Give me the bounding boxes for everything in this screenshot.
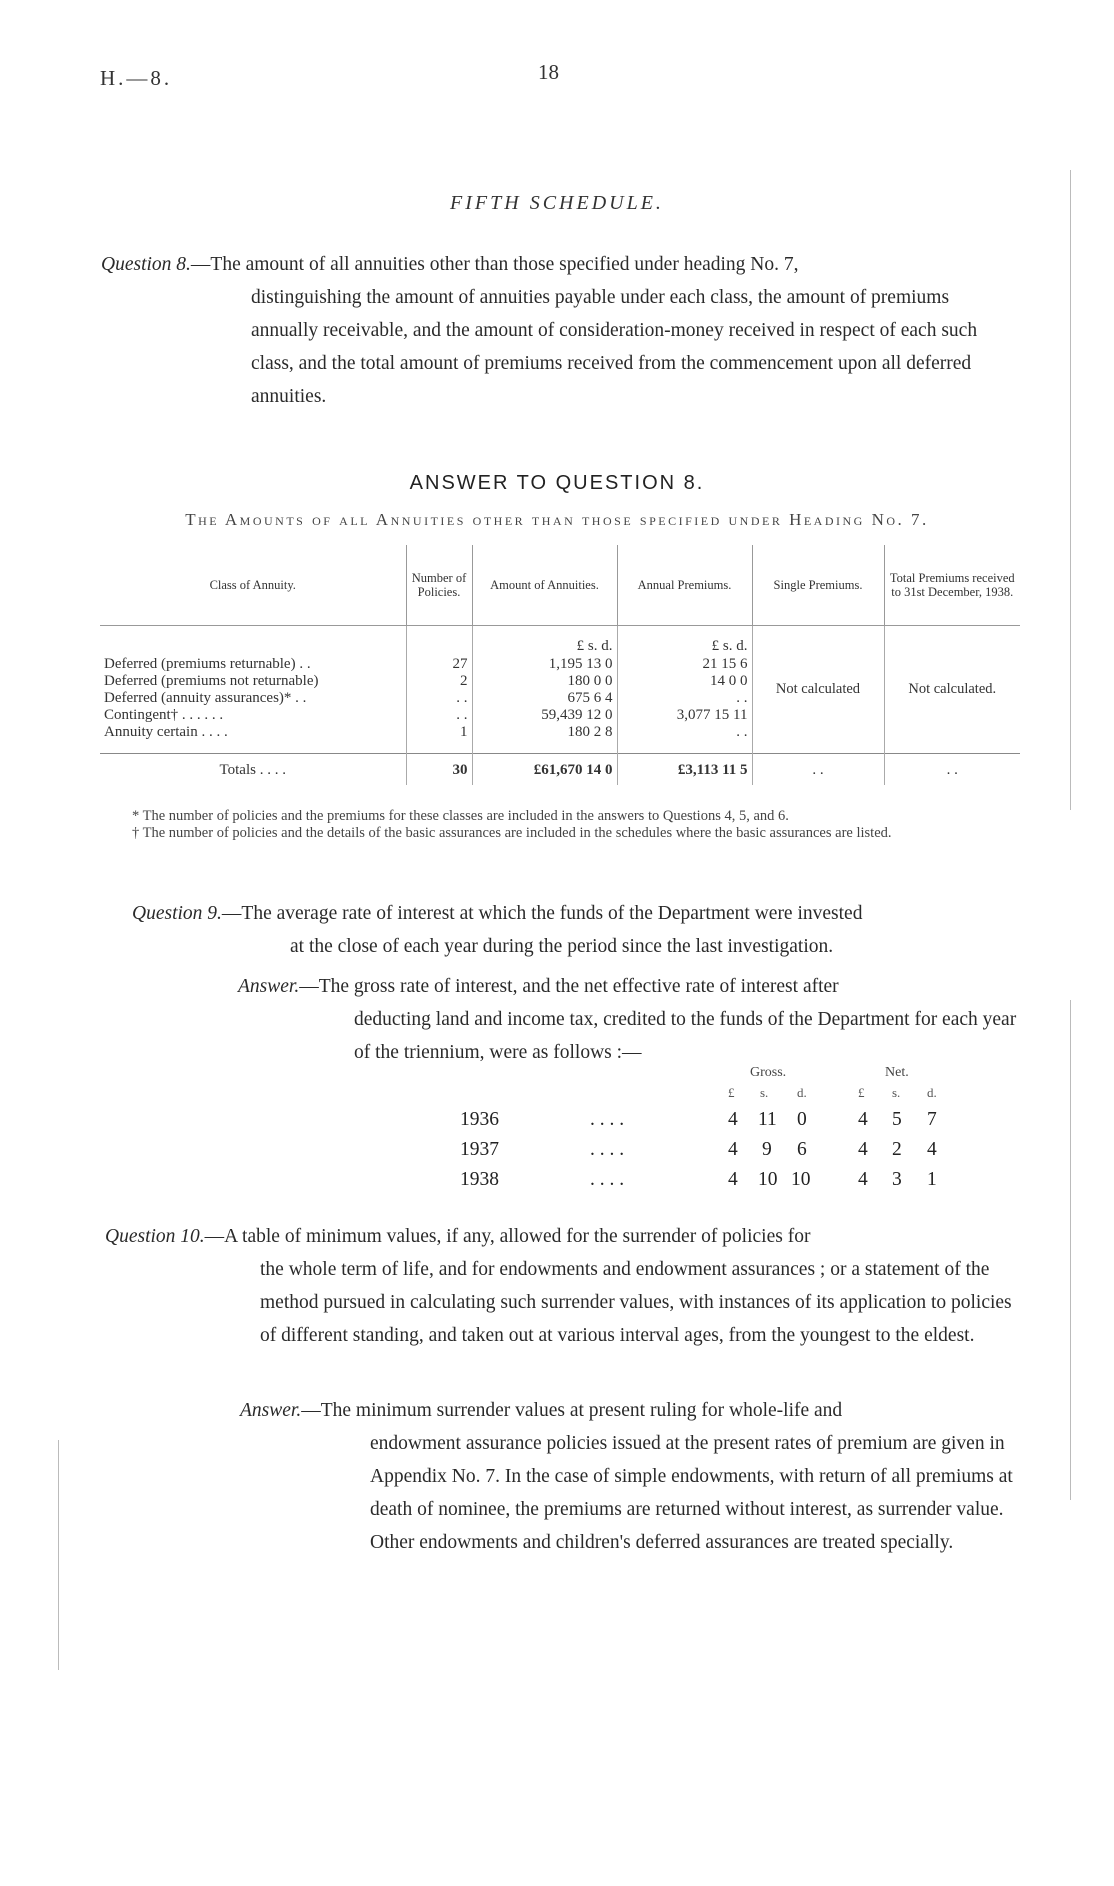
rate-dots: . . . .: [590, 1169, 625, 1190]
gross-pounds: 4: [728, 1139, 738, 1160]
single-premiums-note: Not calculated: [752, 626, 884, 754]
total-premiums-note: Not calculated.: [884, 626, 1020, 754]
question-label: Question 10.: [105, 1226, 205, 1247]
question-label: Question 9.: [132, 903, 222, 924]
gross-pounds: 4: [728, 1169, 738, 1190]
net-pounds: 4: [858, 1169, 868, 1190]
footnote: † The number of policies and the details of the basic assurances are included in the schedules where the basic assurances are listed.: [132, 825, 892, 841]
unit-shilling: s.: [892, 1085, 901, 1100]
question-text-rest: the whole term of life, and for endowments and endowment assurances ; or a statement of the method pursued in calculating such surrender values, with instances of its application to policies of different standing, and taken out at various interval ages, from the youngest to the eldest.: [260, 1259, 1012, 1346]
unit-annual: £ s. d.: [617, 626, 752, 657]
question-8: [101, 248, 1016, 413]
answer-label: Answer.: [240, 1400, 302, 1421]
rate-year: 1936: [460, 1109, 499, 1130]
answer-9: [238, 970, 1028, 1069]
page-number: 18: [538, 60, 559, 84]
totals-amount: £61,670 14 0: [472, 754, 617, 786]
unit-row: [100, 626, 1020, 657]
row-class: Annuity certain . . . .: [104, 724, 228, 740]
totals-row: [100, 754, 1020, 786]
row-annual: 14 0 0: [617, 673, 752, 690]
net-shillings: 2: [892, 1139, 902, 1160]
question-text-line1: —The average rate of interest at which the funds of the Department were invested: [221, 903, 863, 924]
row-number: . .: [406, 690, 472, 707]
page-edge-line: [58, 1440, 59, 1670]
question-text-rest: at the close of each year during the period since the last investigation.: [290, 936, 834, 957]
row-amount: 675 6 4: [472, 690, 617, 707]
page-edge-line: [1070, 1000, 1071, 1500]
answer-text-line1: —The minimum surrender values at present ruling for whole-life and: [301, 1400, 843, 1421]
answer-subtitle: The Amounts of all Annuities other than those specified under Heading No. 7.: [185, 510, 929, 529]
net-pounds: 4: [858, 1139, 868, 1160]
answer-text-rest: deducting land and income tax, credited to the funds of the Department for each year of the triennium, were as follows :—: [354, 1009, 1017, 1063]
row-annual: 3,077 15 11: [617, 707, 752, 724]
question-label: Question 8.: [101, 254, 191, 275]
schedule-title: FIFTH SCHEDULE.: [450, 192, 664, 214]
net-pounds: 4: [858, 1109, 868, 1130]
row-number: 1: [406, 724, 472, 754]
unit-pence: d.: [797, 1085, 807, 1100]
row-amount: 1,195 13 0: [472, 656, 617, 673]
row-class: Contingent† . . . . . .: [104, 707, 224, 723]
header-annual: Annual Premiums.: [617, 545, 752, 626]
question-text-rest: distinguishing the amount of annuities payable under each class, the amount of premiums annually receivable, and the amount of consideration-money received in respect of each such class, and the total amount of premiums received from the commencement upon all deferred annuities.: [251, 287, 978, 407]
net-label: Net.: [885, 1065, 909, 1080]
footnote: * The number of policies and the premiums for these classes are included in the answers to Questions 4, 5, and 6.: [132, 808, 789, 824]
row-annual: 21 15 6: [617, 656, 752, 673]
net-pence: 7: [927, 1109, 937, 1130]
unit-amount: £ s. d.: [472, 626, 617, 657]
unit-pence: d.: [927, 1085, 937, 1100]
unit-pound: £: [728, 1085, 735, 1100]
header-single: Single Premiums.: [752, 545, 884, 626]
row-annual: . .: [617, 690, 752, 707]
unit-pound: £: [858, 1085, 865, 1100]
row-class: Deferred (premiums returnable) . .: [104, 656, 311, 672]
net-pence: 4: [927, 1139, 937, 1160]
row-amount: 180 0 0: [472, 673, 617, 690]
gross-pence: 0: [797, 1109, 807, 1130]
rate-year: 1937: [460, 1139, 499, 1160]
net-shillings: 3: [892, 1169, 902, 1190]
gross-pence: 10: [791, 1169, 811, 1190]
table-footnotes: [132, 808, 1022, 842]
net-shillings: 5: [892, 1109, 902, 1130]
question-9: [132, 897, 1027, 963]
question-text-line1: —A table of minimum values, if any, allowed for the surrender of policies for: [204, 1226, 811, 1247]
answer-title: ANSWER TO QUESTION 8.: [409, 472, 705, 494]
gross-shillings: 9: [762, 1139, 772, 1160]
totals-number: 30: [406, 754, 472, 786]
answer-text-line1: —The gross rate of interest, and the net effective rate of interest after: [299, 976, 839, 997]
header-number: Number of Policies.: [406, 545, 472, 626]
gross-shillings: 10: [758, 1169, 778, 1190]
rate-dots: . . . .: [590, 1139, 625, 1160]
header-reference: H.—8.: [100, 66, 173, 90]
answer-10: [240, 1394, 1025, 1559]
row-number: 27: [406, 656, 472, 673]
gross-label: Gross.: [750, 1065, 787, 1080]
header-class: Class of Annuity.: [209, 578, 296, 592]
row-class: Deferred (annuity assurances)* . .: [104, 690, 307, 706]
annuities-table: [100, 545, 1020, 785]
unit-shilling: s.: [760, 1085, 769, 1100]
row-number: . .: [406, 707, 472, 724]
rate-year: 1938: [460, 1169, 499, 1190]
answer-text-rest: endowment assurance policies issued at the present rates of premium are given in Appendix No. 7. In the case of simple endowments, with return of all premiums at death of nominee, the premiums are returned without interest, as surrender value. Other endowments and children's deferred assurances are treated specially.: [370, 1433, 1013, 1553]
totals-single: . .: [752, 754, 884, 786]
rate-dots: . . . .: [590, 1109, 625, 1130]
header-total: Total Premiums received to 31st December, 1938.: [884, 545, 1020, 626]
row-amount: 180 2 8: [472, 724, 617, 754]
row-annual: . .: [617, 724, 752, 754]
answer-label: Answer.: [238, 976, 300, 997]
net-pence: 1: [927, 1169, 937, 1190]
row-number: 2: [406, 673, 472, 690]
header-amount: Amount of Annuities.: [472, 545, 617, 626]
totals-total: . .: [884, 754, 1020, 786]
question-10: [105, 1220, 1025, 1352]
row-amount: 59,439 12 0: [472, 707, 617, 724]
gross-pounds: 4: [728, 1109, 738, 1130]
totals-label: Totals . . . .: [100, 754, 406, 786]
totals-annual: £3,113 11 5: [617, 754, 752, 786]
question-text-line1: —The amount of all annuities other than those specified under heading No. 7,: [190, 254, 799, 275]
gross-pence: 6: [797, 1139, 807, 1160]
gross-shillings: 11: [758, 1109, 777, 1130]
row-class: Deferred (premiums not returnable): [104, 673, 319, 689]
